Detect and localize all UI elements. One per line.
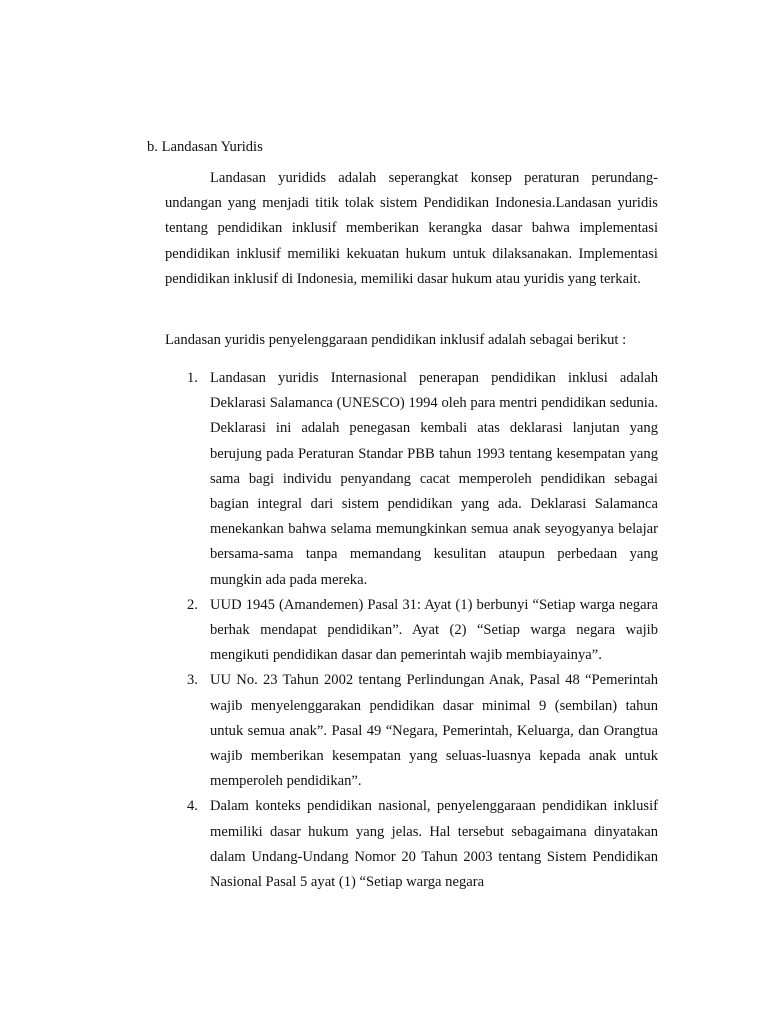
list-number: 1.: [187, 370, 198, 386]
list-item: [165, 366, 658, 593]
section-heading: b. Landasan Yuridis: [147, 139, 263, 155]
legal-basis-list: [165, 366, 658, 895]
list-number: 3.: [187, 672, 198, 689]
list-text: UU No. 23 Tahun 2002 tentang Perlindungan Anak, Pasal 48 “Pemerintah wajib menyelenggarakan pendidikan dasar minimal 9 (sembilan) tahun untuk semua anak”. Pasal 49 “Negara, Pemerintah, Keluarga, dan Orangtua wajib memberikan kesempatan yang seluas-luasnya kepada anak untuk memperoleh pendidikan”.: [210, 672, 658, 790]
list-text: UUD 1945 (Amandemen) Pasal 31: Ayat (1) berbunyi “Setiap warga negara berhak mendapat pendidikan”. Ayat (2) “Setiap warga negara wajib mengikuti pendidikan dasar dan pemerintah wajib membiayainya”.: [210, 596, 658, 664]
list-item: [165, 593, 658, 669]
list-number: 4.: [187, 798, 198, 815]
list-item: [165, 668, 658, 794]
list-item: [165, 794, 658, 895]
list-text: Dalam konteks pendidikan nasional, penyelenggaraan pendidikan inklusif memiliki dasar hukum yang jelas. Hal tersebut sebagaimana dinyatakan dalam Undang-Undang Nomor 20 Tahun 2003 tentang Sistem Pendidikan Nasional Pasal 5 ayat (1) “Setiap warga negara: [210, 798, 658, 891]
list-text: Landasan yuridis Internasional penerapan pendidikan inklusi adalah Deklarasi Salamanca (UNESCO) 1994 oleh para mentri pendidikan sedunia. Deklarasi ini adalah penegasan kembali atas deklarasi lanjutan yang berujung pada Peraturan Standar PBB tahun 1993 tentang kesempatan yang sama bagi individu penyandang cacat memperoleh pendidikan sebagai bagian integral dari sistem pendidikan yang ada. Deklarasi Salamanca menekankan bahwa selama memungkinkan semua anak seyogyanya belajar bersama-sama tanpa memandang kesulitan ataupun perbedaan yang mungkin ada pada mereka.: [210, 370, 658, 588]
list-intro: Landasan yuridis penyelenggaraan pendidikan inklusif adalah sebagai berikut :: [165, 332, 627, 348]
list-number: 2.: [187, 596, 198, 613]
paragraph-landasan-yuridis: Landasan yuridids adalah seperangkat konsep peraturan perundang-undangan yang menjadi titik tolak sistem Pendidikan Indonesia.Landasan yuridis tentang pendidikan inklusif memberikan kerangka dasar bahwa implementasi pendidikan inklusif memiliki kekuatan hukum untuk dilaksanakan. Implementasi pendidikan inklusif di Indonesia, memiliki dasar hukum atau yuridis yang terkait.: [165, 170, 658, 287]
